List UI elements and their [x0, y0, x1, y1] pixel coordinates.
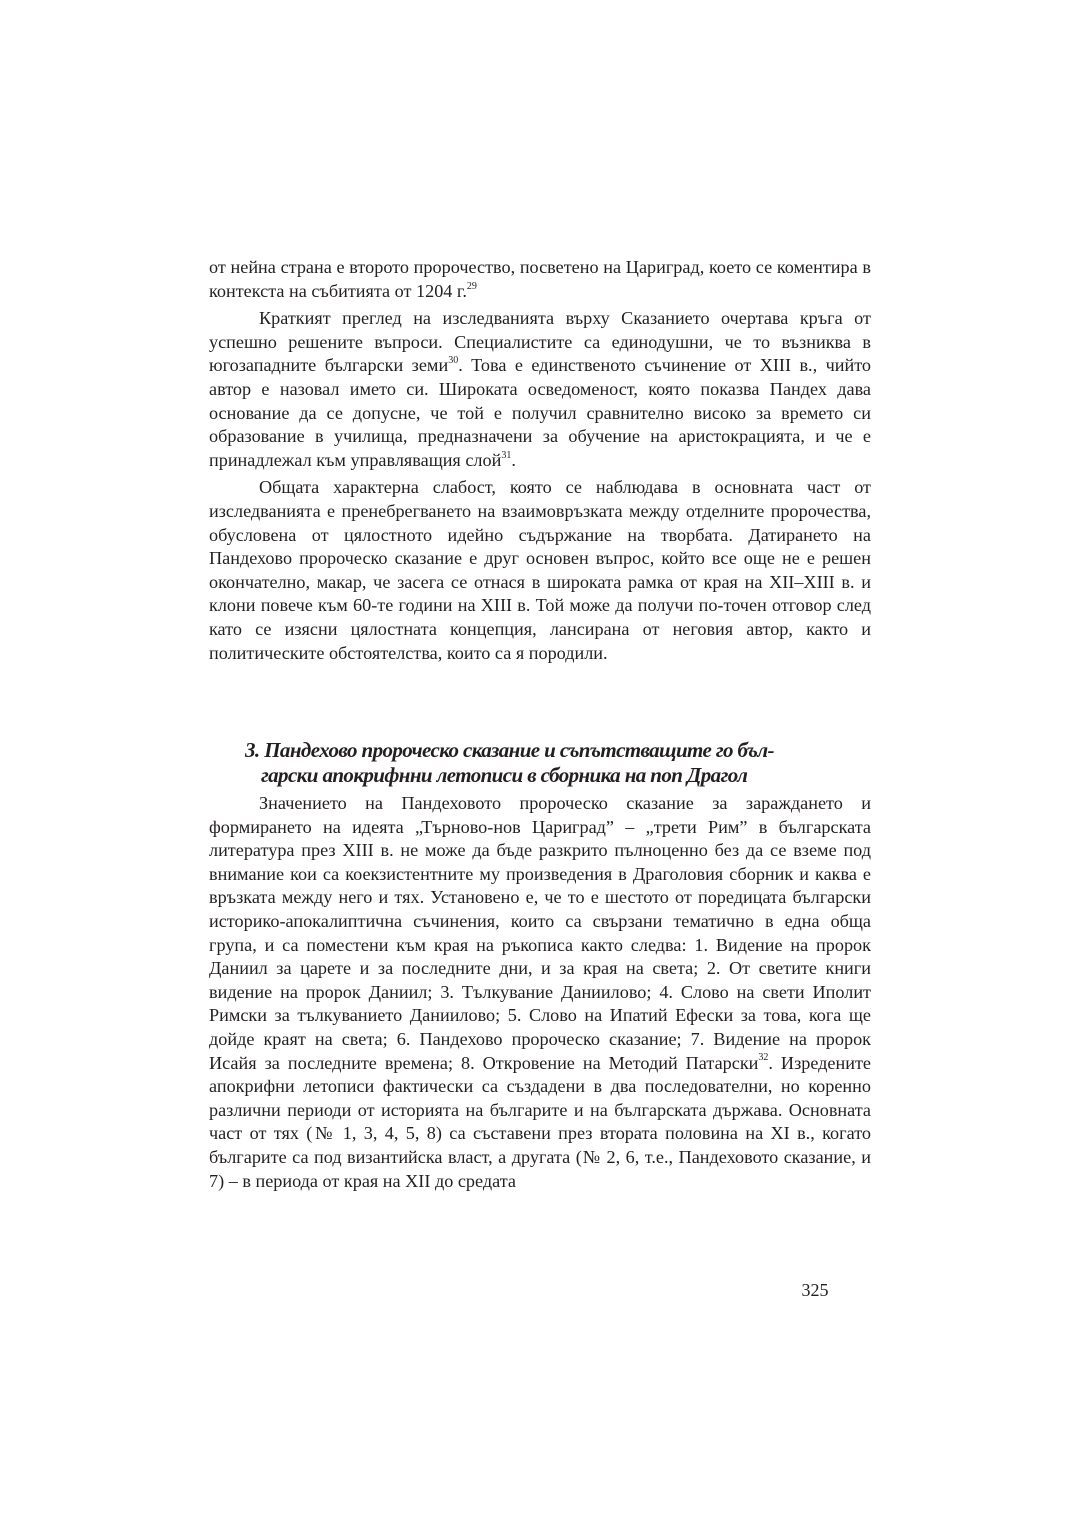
footnote-ref: 30: [448, 355, 459, 367]
paragraph: [209, 476, 871, 665]
paragraph-text: Общата характерна слабост, която се наблюдава в основната част от изследванията е пренебрегването на взаимовръзката между отделните пророчества, обусловена от цялостното идейно съдържание на творбата. Датирането на Пандехово пророческо сказание е друг основен въпрос, който все още не е решен окончателно, макар, че засега се отнася в широката рамка от края на XII–XIII в. и клони повече към 60-те години на XIII в. Той може да получи по-точен отговор след като се изясни цялостната концепция, лансирана от неговия автор, както и политическите обстоятелства, които са я породили.: [209, 477, 871, 663]
paragraph: [209, 256, 871, 303]
paragraph-text: .: [511, 449, 516, 470]
section-heading-line: 3. Пандехово пророческо сказание и съпътстващите го бъл-: [245, 738, 774, 762]
footnote-ref: 32: [758, 1052, 769, 1064]
section-heading-line: гарски апокрифнни летописи в сборника на поп Драгол: [261, 763, 748, 787]
paragraph-text: . Това е единственото съчинение от XIII в., чийто автор е назовал името си. Широката осведоменост, която показва Пандех дава основание да се допусне, че той е получил сравнително високо за времето си образование в училища, предназначени за обучение на аристокрацията, и че е принадлежал към управляващия слой: [209, 355, 871, 470]
page-number: 325: [801, 1280, 829, 1300]
paragraph-text: Краткият преглед на изследванията върху Сказанието очертава кръга от успешно решените въпроси. Специалистите са единодушни, че то възниква в югозападните български земи: [209, 308, 871, 376]
footnote-ref: 31: [501, 449, 512, 461]
paragraph-text: Значението на Пандеховото пророческо сказание за зараждането и формирането на идеята „Търново-нов Цариград” – „трети Рим” в българската литература през XIII в. не може да бъде разкрито пълноценно без да се вземе под внимание кои са коекзистентните му произведения в Драголовия сборник и каква е връзката между него и тях. Установено е, че то е шестото от поредицата български историко-апокалиптична съчинения, които са свързани тематично в една обща група, и са поместени към края на ръкописа както следва: 1. Видение на пророк Даниил за царете и за последните дни, и за края на света; 2. От светите книги видение на пророк Даниил; 3. Тълкувание Даниилово; 4. Слово на свети Иполит Римски за тълкуванието Даниилово; 5. Слово на Ипатий Ефески за това, кога ще дойде краят на света; 6. Пандехово пророческо сказание; 7. Видение на пророк Исайя за последните времена; 8. Откровение на Методий Патарски: [209, 793, 871, 1073]
paragraph-text: . Изредените апокрифни летописи фактически са създадени в два последователни, но коренно различни периоди от историята на българите и на българската държава. Основната част от тях (№ 1, 3, 4, 5, 8) са съставени през втората половина на XI в., когато българите са под византийска власт, а другата (№ 2, 6, т.е., Пандеховото сказание, и 7) – в периода от края на XII до средата: [209, 1052, 871, 1191]
section-heading: [209, 738, 871, 788]
body-text-top: [209, 256, 871, 665]
body-text-bottom: [209, 792, 871, 1193]
paragraph-text: от нейна страна е второто пророчество, посветено на Цариград, което се коментира в контекста на събитията от 1204 г.: [209, 257, 871, 301]
paragraph: [209, 307, 871, 472]
paragraph: [209, 792, 871, 1193]
footnote-ref: 29: [466, 280, 477, 292]
